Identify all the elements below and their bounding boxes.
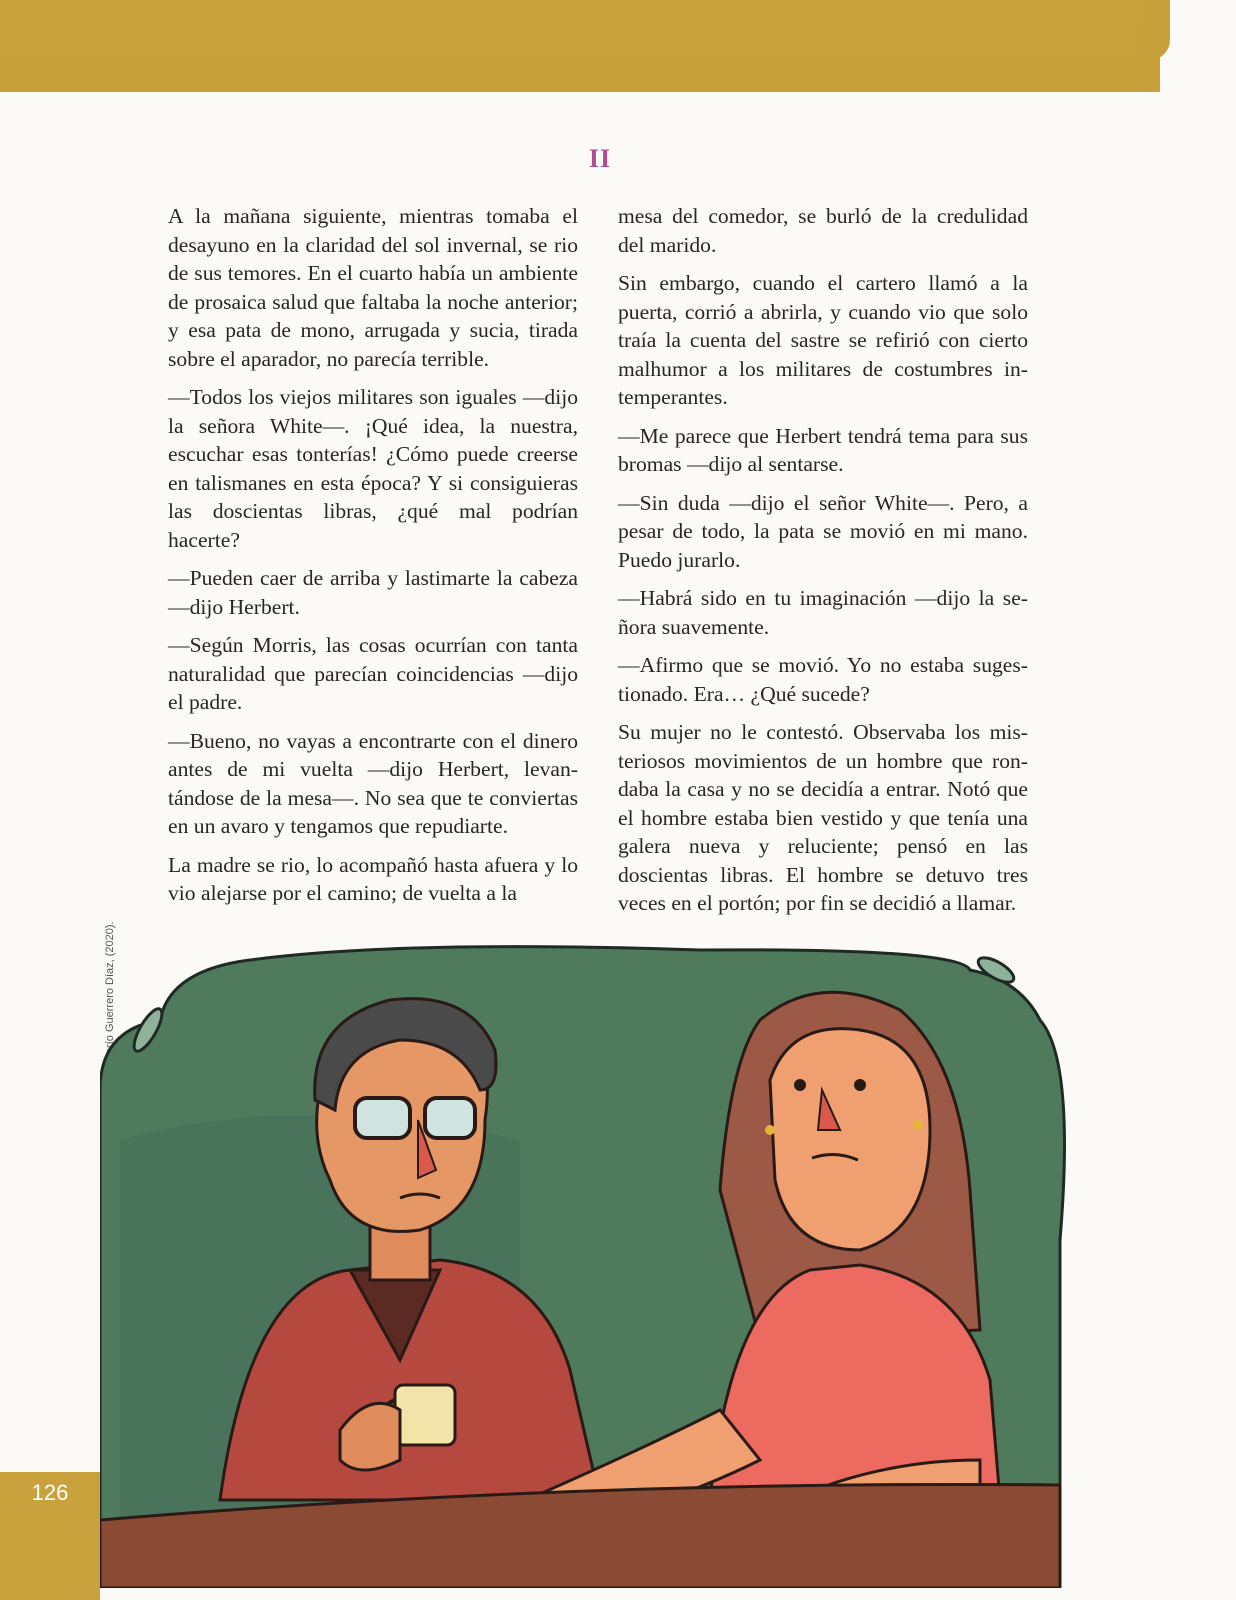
illustration-couple-at-table (100, 940, 1075, 1588)
paragraph: —Según Morris, las cosas ocurrían con tanta naturalidad que parecían coincidencias —dijo el padre. (168, 633, 578, 714)
paragraph: —Me parece que Herbert tendrá tema para sus bromas —dijo al sentarse. (618, 423, 1028, 476)
paragraph: Su mujer no le contestó. Observaba los misteriosos movimientos de un hombre que rondaba la casa y no se decidía a entrar. Notó que el hombre estaba bien vestido y que tenía una galera nueva y reluciente; pensó en las doscientas libras. El hombre se detuvo tres veces en el portón; por fin se decidió a llamar. (618, 720, 1028, 915)
paragraph: A la mañana siguiente, mientras tomaba el desayuno en la claridad del sol invernal, se rio de sus temores. En el cuarto había un ambiente de prosaica salud que faltaba la noche anterior; y esa pata de mono, arrugada y sucia, tirada sobre el aparador, no parecía terrible. (168, 204, 578, 371)
paragraph: La madre se rio, lo acompañó hasta afuera y lo vio alejarse por el camino; de vuelta a la (168, 852, 578, 905)
paragraph: —Todos los viejos militares son iguales —dijo la señora White—. ¡Qué idea, la nuestra, escuchar esas tonterías! ¿Cómo puede creerse en talismanes en esta época? Y si consiguieras las doscientas libras, ¿qué mal podrían hacerte? (168, 385, 578, 552)
paragraph: —Pueden caer de arriba y lastimarte la cabeza —dijo Herbert. (168, 566, 578, 619)
left-column (168, 202, 578, 918)
illustration-credit: Darío Guerrero Díaz, (2020). (104, 921, 116, 1062)
header-band (0, 0, 1160, 92)
paragraph: —Habrá sido en tu imaginación —dijo la señora suavemente. (618, 586, 1028, 639)
header-band-edge (1140, 0, 1170, 60)
paragraph: mesa del comedor, se burló de la credulidad del marido. (618, 204, 1028, 257)
paragraph: —Afirmo que se movió. Yo no estaba sugestionado. Era… ¿Qué sucede? (618, 653, 1028, 706)
section-numeral: II (588, 144, 612, 173)
right-column (618, 202, 1028, 928)
page-number: 126 (31, 1480, 69, 1505)
paragraph: Sin embargo, cuando el cartero llamó a la puerta, corrió a abrirla, y cuando vio que solo traía la cuenta del sastre se refirió con cierto malhumor a los militares de costumbres intemperantes. (618, 271, 1028, 409)
paragraph: —Sin duda —dijo el señor White—. Pero, a pesar de todo, la pata se movió en mi mano. Puedo jurarlo. (618, 490, 1028, 572)
paragraph: —Bueno, no vayas a encontrarte con el dinero antes de mi vuelta —dijo Herbert, levantándose de la mesa—. No sea que te conviertas en un avaro y tengamos que repudiarte. (168, 728, 578, 838)
